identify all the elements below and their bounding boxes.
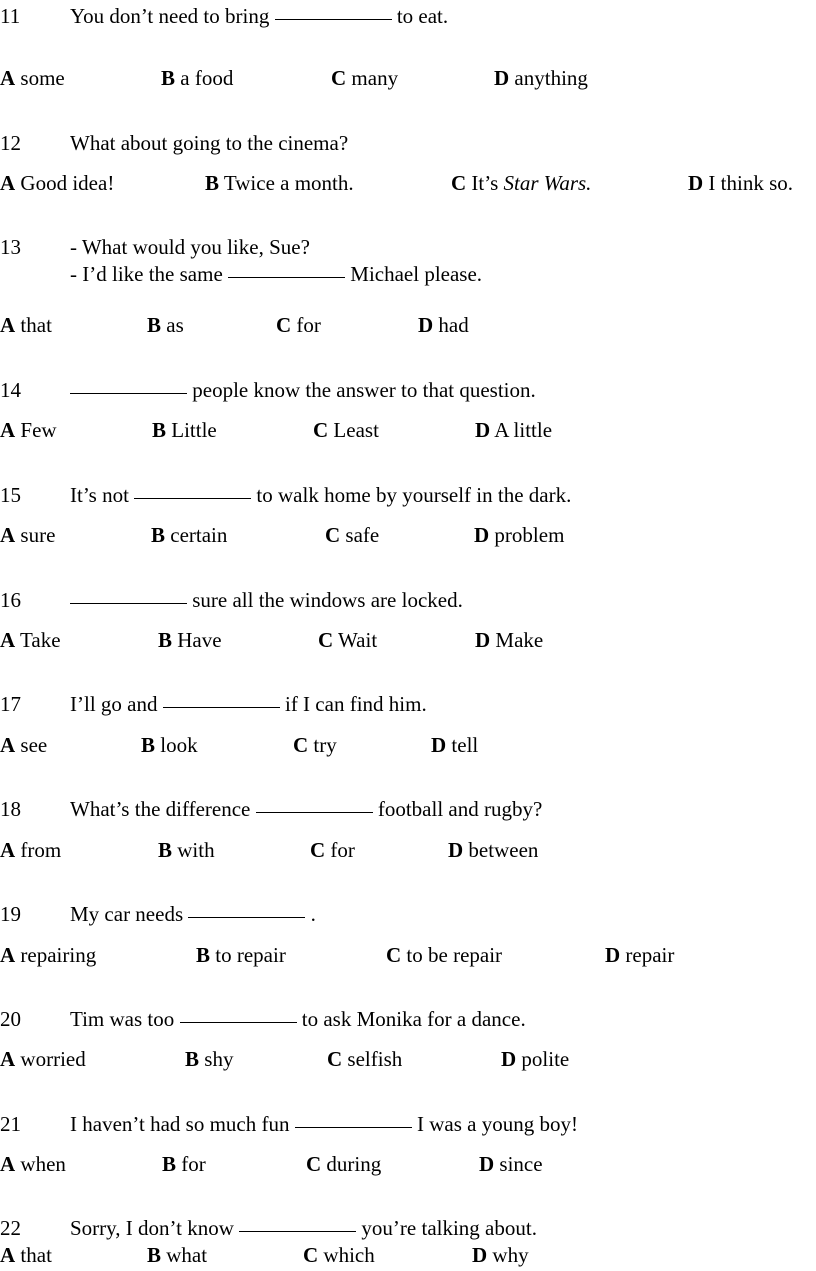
option-d[interactable]: D A little (475, 418, 553, 442)
option-b[interactable]: B look (141, 733, 198, 757)
option-c[interactable]: C for (310, 838, 355, 862)
answer-blank (134, 498, 251, 499)
option-b[interactable]: B a food (161, 66, 234, 90)
question-stem: sure all the windows are locked. (70, 590, 463, 611)
option-a[interactable]: A worried (0, 1047, 86, 1071)
question-stem: Sorry, I don’t know you’re talking about. (70, 1216, 537, 1240)
option-c[interactable]: C It’s Star Wars. (451, 171, 592, 195)
question-stem: My car needs . (70, 902, 316, 926)
question-stem: What about going to the cinema? (70, 131, 349, 155)
question-stem-line2: - I’d like the same Michael please. (70, 262, 483, 286)
option-c[interactable]: C many (331, 66, 399, 90)
option-d[interactable]: D tell (431, 733, 479, 757)
answer-blank (256, 812, 373, 813)
option-d[interactable]: D Make (475, 628, 544, 652)
option-b[interactable]: B shy (185, 1047, 234, 1071)
question-number: 16 (0, 588, 21, 612)
option-b[interactable]: B Have (158, 628, 222, 652)
answer-blank (70, 393, 187, 394)
option-d[interactable]: D problem (474, 523, 565, 547)
question-number: 21 (0, 1112, 21, 1136)
answer-blank (228, 277, 345, 278)
question-stem: people know the answer to that question. (70, 380, 536, 401)
option-c[interactable]: C try (293, 733, 337, 757)
question-stem: You don’t need to bring to eat. (70, 4, 449, 28)
option-c[interactable]: C selfish (327, 1047, 403, 1071)
option-c[interactable]: C which (303, 1243, 375, 1267)
question-stem-line1: - What would you like, Sue? (70, 235, 310, 259)
question-stem: It’s not to walk home by yourself in the dark. (70, 483, 572, 507)
option-c[interactable]: C safe (325, 523, 380, 547)
option-a[interactable]: A Few (0, 418, 57, 442)
answer-blank (70, 603, 187, 604)
question-number: 18 (0, 797, 21, 821)
option-d[interactable]: D anything (494, 66, 588, 90)
option-c[interactable]: C during (306, 1152, 382, 1176)
option-a[interactable]: A that (0, 313, 52, 337)
question-number: 17 (0, 692, 21, 716)
option-a[interactable]: A that (0, 1243, 52, 1267)
question-number: 19 (0, 902, 21, 926)
option-b[interactable]: B certain (151, 523, 228, 547)
question-number: 11 (0, 4, 21, 28)
question-number: 13 (0, 235, 21, 259)
option-a[interactable]: A Take (0, 628, 61, 652)
answer-blank (180, 1022, 297, 1023)
option-d[interactable]: D had (418, 313, 469, 337)
option-a[interactable]: A Good idea! (0, 171, 115, 195)
option-b[interactable]: B Little (152, 418, 217, 442)
question-stem: What’s the difference football and rugby? (70, 797, 543, 821)
question-number: 15 (0, 483, 21, 507)
option-c[interactable]: C Wait (318, 628, 378, 652)
option-a[interactable]: A when (0, 1152, 66, 1176)
question-stem: I haven’t had so much fun I was a young boy! (70, 1112, 578, 1136)
option-d[interactable]: D since (479, 1152, 543, 1176)
option-c[interactable]: C to be repair (386, 943, 503, 967)
option-a[interactable]: A from (0, 838, 62, 862)
option-d[interactable]: D why (472, 1243, 529, 1267)
option-d[interactable]: D between (448, 838, 539, 862)
option-d[interactable]: D I think so. (688, 171, 794, 195)
option-c[interactable]: C Least (313, 418, 379, 442)
option-b[interactable]: B to repair (196, 943, 286, 967)
question-stem: Tim was too to ask Monika for a dance. (70, 1007, 526, 1031)
answer-blank (188, 917, 305, 918)
option-a[interactable]: A sure (0, 523, 56, 547)
question-number: 22 (0, 1216, 21, 1240)
question-number: 12 (0, 131, 21, 155)
option-d[interactable]: D repair (605, 943, 675, 967)
answer-blank (163, 707, 280, 708)
option-b[interactable]: B Twice a month. (205, 171, 354, 195)
option-a[interactable]: A some (0, 66, 65, 90)
option-a[interactable]: A see (0, 733, 48, 757)
question-stem: I’ll go and if I can find him. (70, 692, 427, 716)
question-number: 14 (0, 378, 21, 402)
option-b[interactable]: B as (147, 313, 184, 337)
option-a[interactable]: A repairing (0, 943, 97, 967)
option-d[interactable]: D polite (501, 1047, 570, 1071)
option-b[interactable]: B for (162, 1152, 206, 1176)
option-b[interactable]: B what (147, 1243, 208, 1267)
answer-blank (295, 1127, 412, 1128)
option-b[interactable]: B with (158, 838, 215, 862)
answer-blank (275, 19, 392, 20)
question-number: 20 (0, 1007, 21, 1031)
answer-blank (239, 1231, 356, 1232)
option-c[interactable]: C for (276, 313, 321, 337)
